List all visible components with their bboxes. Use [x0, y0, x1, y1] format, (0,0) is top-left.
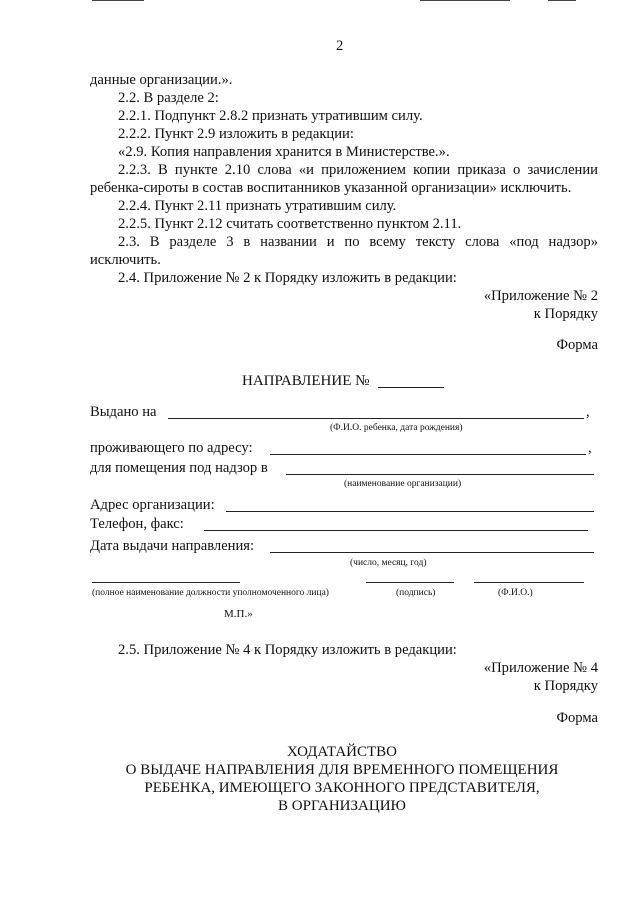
body-line: 2.3. В разделе 3 в названии и по всему тексту слова «под надзор» — [118, 234, 598, 250]
petition-title: РЕБЕНКА, ИМЕЮЩЕГО ЗАКОННОГО ПРЕДСТАВИТЕЛЯ, — [144, 780, 540, 796]
placement-blank — [286, 474, 594, 475]
page-number: 2 — [336, 38, 344, 54]
form-label: Форма — [556, 337, 598, 353]
appendix-label: к Порядку — [533, 306, 598, 322]
petition-title: О ВЫДАЧЕ НАПРАВЛЕНИЯ ДЛЯ ВРЕМЕННОГО ПОМЕЩЕНИЯ — [125, 762, 559, 778]
body-line: «2.9. Копия направления хранится в Министерстве.». — [118, 144, 450, 160]
body-line: исключить. — [90, 252, 161, 268]
scan-edge-mark — [548, 0, 576, 1]
scan-edge-mark — [420, 0, 510, 1]
position-hint: (полное наименование должности уполномоченного лица) — [92, 588, 329, 598]
signature-hint: (подпись) — [396, 588, 436, 598]
org-address-blank — [226, 511, 594, 512]
body-line: 2.2.3. В пункте 2.10 слова «и приложением копии приказа о зачислении — [118, 162, 598, 178]
name-blank — [474, 582, 584, 583]
number-blank — [378, 387, 444, 388]
issue-date-label: Дата выдачи направления: — [90, 538, 255, 554]
body-line: 2.2.4. Пункт 2.11 признать утратившим силу. — [118, 198, 397, 214]
issued-to-label: Выдано на — [90, 404, 157, 420]
name-hint: (Ф.И.О.) — [498, 588, 533, 598]
placement-hint: (наименование организации) — [344, 479, 462, 489]
body-line: ребенка-сироты в состав воспитанников указанной организации» исключить. — [90, 180, 572, 196]
placement-label: для помещения под надзор в — [90, 460, 268, 476]
comma: , — [586, 404, 590, 420]
phone-label: Телефон, факс: — [90, 516, 184, 532]
form-label: Форма — [556, 710, 598, 726]
phone-blank — [204, 530, 588, 531]
issue-date-blank — [270, 552, 594, 553]
body-line: 2.2. В разделе 2: — [118, 90, 219, 106]
issued-to-blank — [168, 418, 584, 419]
appendix-label: к Порядку — [533, 678, 598, 694]
form-title: НАПРАВЛЕНИЕ № — [242, 373, 370, 389]
body-line: 2.2.5. Пункт 2.12 считать соответственно пунктом 2.11. — [118, 216, 462, 232]
body-line: 2.5. Приложение № 4 к Порядку изложить в редакции: — [118, 642, 457, 658]
address-label: проживающего по адресу: — [90, 440, 253, 456]
issue-date-hint: (число, месяц, год) — [350, 558, 427, 568]
body-line: 2.2.2. Пункт 2.9 изложить в редакции: — [118, 126, 354, 142]
petition-title: ХОДАТАЙСТВО — [287, 744, 397, 760]
signature-blank — [366, 582, 454, 583]
stamp-place: М.П.» — [224, 608, 253, 620]
issued-to-hint: (Ф.И.О. ребенка, дата рождения) — [330, 423, 463, 433]
position-blank — [92, 582, 240, 583]
org-address-label: Адрес организации: — [90, 497, 215, 513]
comma: , — [588, 440, 592, 456]
scan-edge-mark — [92, 0, 144, 1]
petition-title: В ОРГАНИЗАЦИЮ — [278, 798, 406, 814]
appendix-label: «Приложение № 4 — [483, 660, 598, 676]
body-line: 2.2.1. Подпункт 2.8.2 признать утратившим силу. — [118, 108, 423, 124]
body-line: 2.4. Приложение № 2 к Порядку изложить в редакции: — [118, 270, 457, 286]
address-blank — [270, 454, 586, 455]
appendix-label: «Приложение № 2 — [483, 288, 598, 304]
body-line: данные организации.». — [90, 72, 233, 88]
